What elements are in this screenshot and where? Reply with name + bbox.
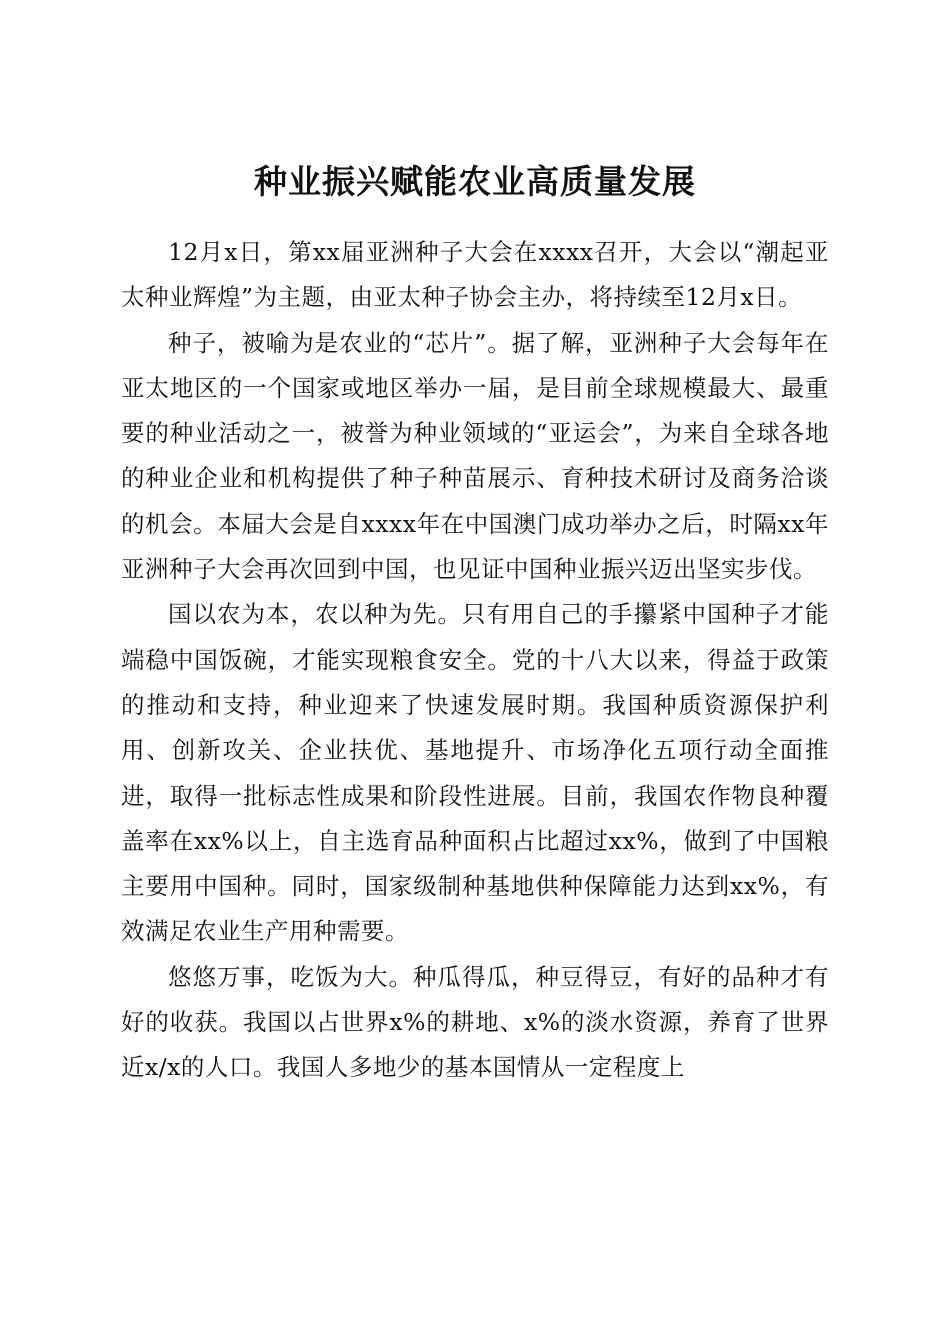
paragraph: 国以农为本，农以种为先。只有用自己的手攥紧中国种子才能端稳中国饭碗，才能实现粮食安全。党的十八大以来，得益于政策的推动和支持，种业迎来了快速发展时期。我国种质资源保护利用、创新攻关、企业扶优、基地提升、市场净化五项行动全面推进，取得一批标志性成果和阶段性进展。目前，我国农作物良种覆盖率在xx%以上，自主选育品种面积占比超过xx%，做到了中国粮主要用中国种。同时，国家级制种基地供种保障能力达到xx%，有效满足农业生产用种需要。 [121,600,829,946]
document-body [121,230,829,1091]
paragraph: 12月x日，第xx届亚洲种子大会在xxxx召开，大会以“潮起亚太种业辉煌”为主题，由亚太种子协会主办，将持续至12月x日。 [121,238,829,312]
paragraph: 悠悠万事，吃饭为大。种瓜得瓜，种豆得豆，有好的品种才有好的收获。我国以占世界x%的耕地、x%的淡水资源，养育了世界近x/x的人口。我国人多地少的基本国情从一定程度上 [121,962,829,1082]
paragraph: 种子，被喻为是农业的“芯片”。据了解，亚洲种子大会每年在亚太地区的一个国家或地区举办一届，是目前全球规模最大、最重要的种业活动之一，被誉为种业领域的“亚运会”，为来自全球各地的种业企业和机构提供了种子种苗展示、育种技术研讨及商务洽谈的机会。本届大会是自xxxx年在中国澳门成功举办之后，时隔xx年亚洲种子大会再次回到中国，也见证中国种业振兴迈出坚实步伐。 [121,328,829,584]
document-title: 种业振兴赋能农业高质量发展 [254,162,696,202]
